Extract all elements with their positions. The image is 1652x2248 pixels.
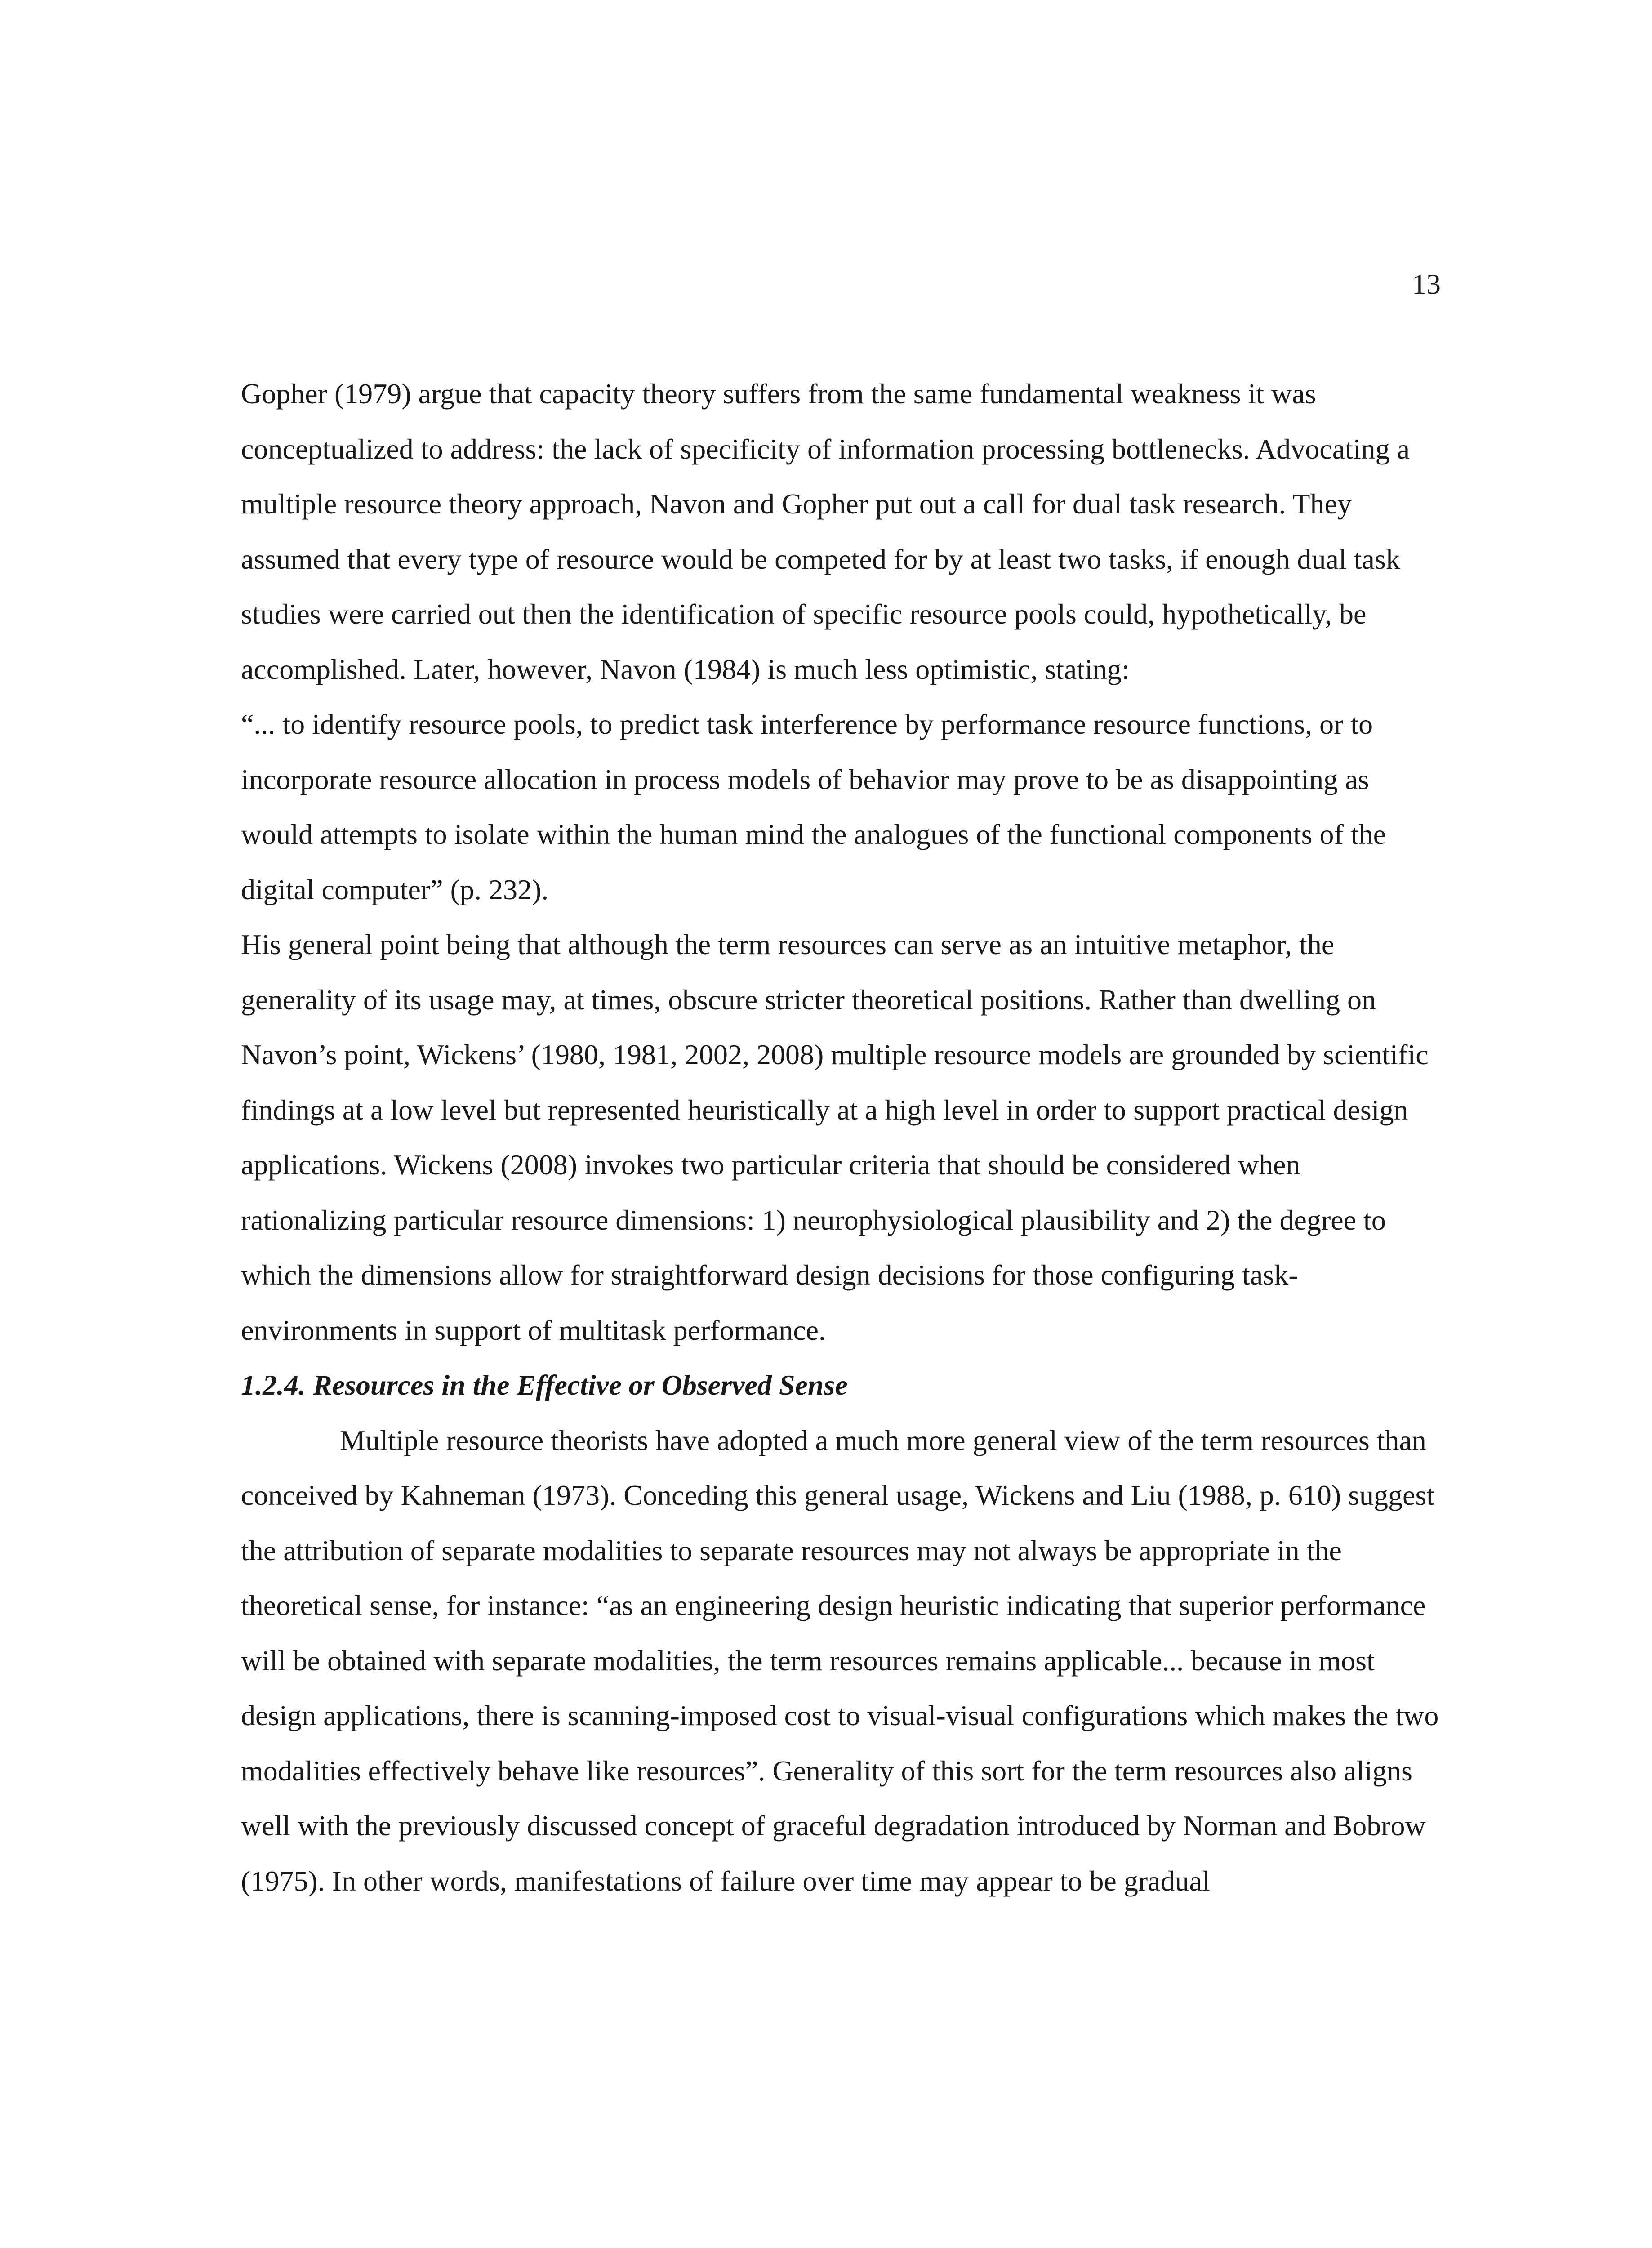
paragraph-navon-general-point: His general point being that although the term resources can serve as an intuitive metaphor, the generality of its usage may, at times, obscure stricter theoretical positions. Rather than dwelling on Navon’s point, Wickens’ (1980, 1981, 2002, 2008) multiple resource models are grounded by scientific findings at a low level but represented heuristically at a high level in order to support practical design applications. Wickens (2008) invokes two particular criteria that should be considered when rationalizing particular resource dimensions: 1) neurophysiological plausibility and 2) the degree to which the dimensions allow for straightforward design decisions for those configuring task-environments in support of multitask performance. xyxy=(241,928,1429,1346)
page-body xyxy=(241,366,1446,1909)
page-number: 13 xyxy=(1412,268,1441,300)
paragraph-gopher-capacity-theory: Gopher (1979) argue that capacity theory suffers from the same fundamental weakness it was conceptualized to address: the lack of specificity of information processing bottlenecks. Advocating a multiple resource theory approach, Navon and Gopher put out a call for dual task research. They assumed that every type of resource would be competed for by at least two tasks, if enough dual task studies were carried out then the identification of specific resource pools could, hypothetically, be accomplished. Later, however, Navon (1984) is much less optimistic, stating: xyxy=(241,378,1410,685)
section-heading: 1.2.4. Resources in the Effective or Observed Sense xyxy=(241,1369,848,1401)
block-quote-navon: “... to identify resource pools, to predict task interference by performance resource functions, or to incorporate resource allocation in process models of behavior may prove to be as disappointing as would attempts to isolate within the human mind the analogues of the functional components of the digital computer” (p. 232). xyxy=(241,708,1386,905)
paragraph-multiple-resource-theorists: Multiple resource theorists have adopted a much more general view of the term resources than conceived by Kahneman (1973). Conceding this general usage, Wickens and Liu (1988, p. 610) suggest the attribution of separate modalities to separate resources may not always be appropriate in the theoretical sense, for instance: “as an engineering design heuristic indicating that superior performance will be obtained with separate modalities, the term resources remains applicable... because in most design applications, there is scanning-imposed cost to visual-visual configurations which makes the two modalities effectively behave like resources”. Generality of this sort for the term resources also aligns well with the previously discussed concept of graceful degradation introduced by Norman and Bobrow (1975). In other words, manifestations of failure over time may appear to be gradual xyxy=(241,1424,1439,1897)
